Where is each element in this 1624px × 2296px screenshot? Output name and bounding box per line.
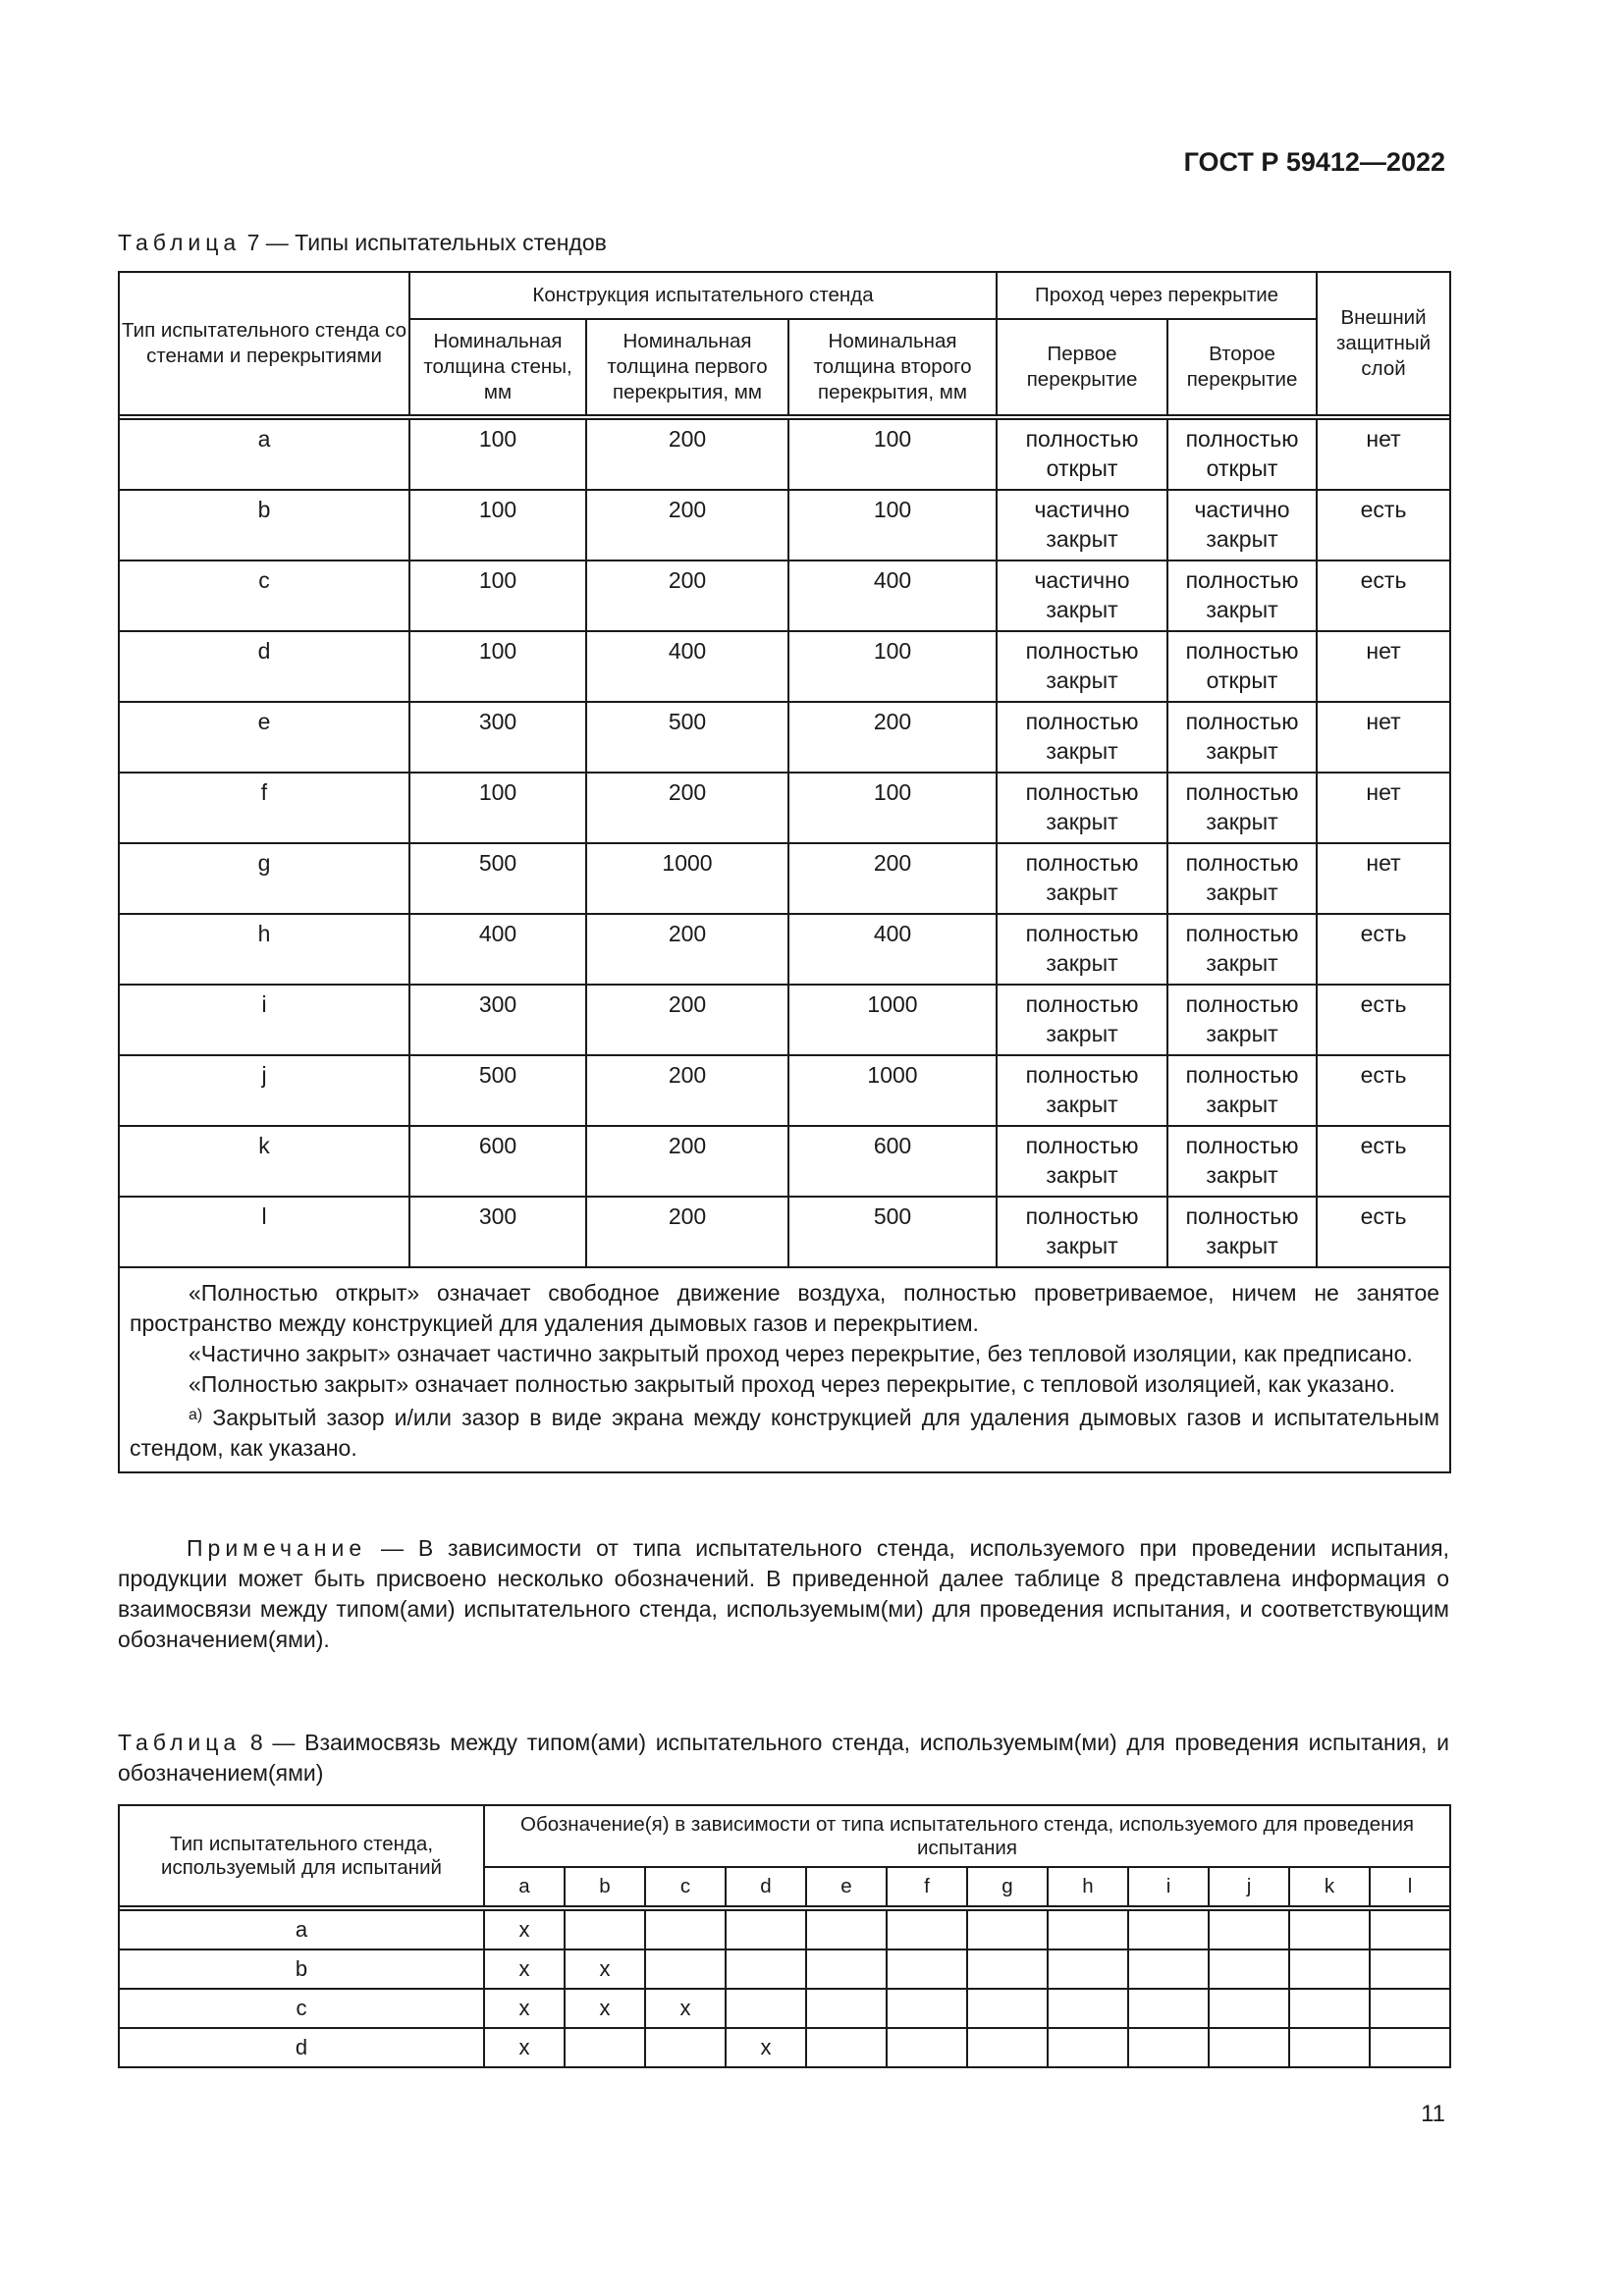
cell-first: полностью закрыт: [997, 631, 1167, 702]
cell-mark: x: [484, 2028, 565, 2067]
cell-type: a: [119, 1910, 484, 1949]
cell-mark: [1048, 1989, 1128, 2028]
cell-mark: x: [484, 1910, 565, 1949]
cell-type: b: [119, 1949, 484, 1989]
header-passage: Проход через перекрытие: [997, 272, 1317, 319]
column-header: k: [1289, 1867, 1370, 1906]
table-row: [119, 2028, 1450, 2067]
table-row: [119, 490, 1450, 561]
note-label: Примечание: [187, 1535, 367, 1561]
cell-outer: нет: [1317, 843, 1450, 914]
column-header: d: [726, 1867, 806, 1906]
cell-mark: [1128, 2028, 1209, 2067]
header-outer-layer: Внешний защитный слой: [1317, 272, 1450, 415]
cell-floor1: 200: [586, 914, 788, 985]
cell-wall: 600: [409, 1126, 586, 1197]
cell-type: i: [119, 985, 409, 1055]
cell-floor1: 200: [586, 490, 788, 561]
table7-caption: [118, 228, 607, 258]
cell-second: полностью закрыт: [1167, 985, 1317, 1055]
cell-wall: 300: [409, 702, 586, 773]
cell-floor2: 100: [788, 631, 997, 702]
column-header: j: [1209, 1867, 1289, 1906]
table-row: [119, 773, 1450, 843]
table-row: [119, 914, 1450, 985]
cell-second: полностью открыт: [1167, 631, 1317, 702]
cell-floor2: 500: [788, 1197, 997, 1267]
cell-floor1: 1000: [586, 843, 788, 914]
cell-type: c: [119, 561, 409, 631]
cell-mark: [1209, 1910, 1289, 1949]
cell-wall: 500: [409, 843, 586, 914]
cell-mark: [1370, 1910, 1450, 1949]
cell-mark: [1370, 2028, 1450, 2067]
column-header: g: [967, 1867, 1048, 1906]
cell-second: полностью закрыт: [1167, 1126, 1317, 1197]
cell-mark: [645, 1910, 726, 1949]
header-second-floor: Второе перекрытие: [1167, 319, 1317, 415]
cell-type: b: [119, 490, 409, 561]
cell-outer: нет: [1317, 631, 1450, 702]
cell-mark: [806, 1949, 887, 1989]
cell-mark: [967, 1989, 1048, 2028]
table-row: [119, 843, 1450, 914]
table-row: [119, 1989, 1450, 2028]
column-header: e: [806, 1867, 887, 1906]
cell-mark: [1289, 1949, 1370, 1989]
cell-second: полностью закрыт: [1167, 773, 1317, 843]
cell-second: полностью закрыт: [1167, 843, 1317, 914]
cell-outer: есть: [1317, 1055, 1450, 1126]
cell-mark: x: [726, 2028, 806, 2067]
cell-floor1: 200: [586, 419, 788, 490]
cell-mark: [1048, 2028, 1128, 2067]
cell-wall: 100: [409, 773, 586, 843]
cell-wall: 100: [409, 490, 586, 561]
note-paragraph: [118, 1533, 1449, 1655]
cell-outer: есть: [1317, 1126, 1450, 1197]
cell-type: d: [119, 631, 409, 702]
cell-floor1: 200: [586, 1055, 788, 1126]
cell-type: h: [119, 914, 409, 985]
table-row: [119, 1197, 1450, 1267]
cell-outer: есть: [1317, 561, 1450, 631]
cell-mark: [1048, 1949, 1128, 1989]
note-fully-closed: «Полностью закрыт» означает полностью закрытый проход через перекрытие, с тепловой изоляцией, как указано.: [189, 1371, 1396, 1397]
table8-caption-text: 8 — Взаимосвязь между типом(ами) испытательного стенда, используемым(ми) для проведения испытания, и обозначением(ями): [118, 1730, 1450, 1786]
cell-wall: 300: [409, 1197, 586, 1267]
cell-mark: x: [565, 1989, 645, 2028]
table-row: [119, 985, 1450, 1055]
cell-mark: [1128, 1949, 1209, 1989]
table7-notes: [119, 1267, 1450, 1472]
cell-floor1: 400: [586, 631, 788, 702]
cell-mark: [645, 1949, 726, 1989]
cell-floor2: 200: [788, 843, 997, 914]
table8-caption-label: Таблица: [118, 1730, 242, 1755]
cell-second: полностью закрыт: [1167, 702, 1317, 773]
cell-mark: [1289, 1910, 1370, 1949]
cell-mark: [726, 1910, 806, 1949]
cell-floor1: 200: [586, 1126, 788, 1197]
note-text: — В зависимости от типа испытательного стенда, используемого при проведении испытания, продукции может быть присвоено несколько обозначений. В приведенной далее таблице 8 представлена информация о взаимосвязи между типом(ами) испытательного стенда, используемым(ми) для проведения испытания, и соответствующим обозначением(ями).: [118, 1535, 1450, 1652]
cell-first: полностью закрыт: [997, 773, 1167, 843]
cell-type: d: [119, 2028, 484, 2067]
cell-mark: [967, 2028, 1048, 2067]
column-header: i: [1128, 1867, 1209, 1906]
cell-mark: [1128, 1989, 1209, 2028]
table-row: [119, 1949, 1450, 1989]
cell-second: полностью открыт: [1167, 419, 1317, 490]
cell-mark: [1128, 1910, 1209, 1949]
cell-first: полностью закрыт: [997, 914, 1167, 985]
column-header: c: [645, 1867, 726, 1906]
table-row: [119, 419, 1450, 490]
table7-caption-label: Таблица: [118, 230, 242, 255]
cell-floor2: 100: [788, 490, 997, 561]
header-test-stand-type: Тип испытательного стенда, используемый для испытаний: [119, 1805, 484, 1906]
cell-floor1: 200: [586, 773, 788, 843]
cell-type: a: [119, 419, 409, 490]
cell-mark: [1289, 2028, 1370, 2067]
cell-floor1: 200: [586, 985, 788, 1055]
cell-mark: [1370, 1949, 1450, 1989]
cell-type: j: [119, 1055, 409, 1126]
cell-mark: [565, 1910, 645, 1949]
header-floor2: Номинальная толщина второго перекрытия, мм: [788, 319, 997, 415]
cell-mark: x: [565, 1949, 645, 1989]
cell-wall: 100: [409, 561, 586, 631]
cell-mark: [967, 1910, 1048, 1949]
cell-type: f: [119, 773, 409, 843]
table-row: [119, 561, 1450, 631]
cell-second: полностью закрыт: [1167, 914, 1317, 985]
page-number: 11: [1421, 2101, 1445, 2127]
column-header: f: [887, 1867, 967, 1906]
note-partially-closed: «Частично закрыт» означает частично закрытый проход через перекрытие, без тепловой изоляции, как предписано.: [189, 1341, 1413, 1366]
cell-mark: [1289, 1989, 1370, 2028]
header-construction: Конструкция испытательного стенда: [409, 272, 997, 319]
header-floor1: Номинальная толщина первого перекрытия, мм: [586, 319, 788, 415]
cell-outer: нет: [1317, 419, 1450, 490]
cell-second: полностью закрыт: [1167, 561, 1317, 631]
table7-caption-text: 7 — Типы испытательных стендов: [246, 230, 607, 255]
cell-mark: x: [484, 1949, 565, 1989]
cell-type: e: [119, 702, 409, 773]
cell-mark: [726, 1949, 806, 1989]
table8: [118, 1804, 1451, 2068]
cell-first: частично закрыт: [997, 561, 1167, 631]
cell-wall: 300: [409, 985, 586, 1055]
header-designation: Обозначение(я) в зависимости от типа испытательного стенда, используемого для проведения испытания: [484, 1805, 1450, 1867]
cell-mark: [887, 1989, 967, 2028]
cell-outer: есть: [1317, 914, 1450, 985]
column-header: b: [565, 1867, 645, 1906]
cell-mark: [645, 2028, 726, 2067]
table-row: [119, 1910, 1450, 1949]
cell-floor2: 1000: [788, 1055, 997, 1126]
column-header: a: [484, 1867, 565, 1906]
cell-outer: есть: [1317, 1197, 1450, 1267]
cell-mark: [1209, 1949, 1289, 1989]
header-wall: Номинальная толщина стены, мм: [409, 319, 586, 415]
cell-first: полностью закрыт: [997, 1055, 1167, 1126]
cell-floor2: 400: [788, 914, 997, 985]
cell-first: полностью закрыт: [997, 1126, 1167, 1197]
cell-first: полностью закрыт: [997, 1197, 1167, 1267]
cell-floor1: 200: [586, 561, 788, 631]
cell-second: полностью закрыт: [1167, 1197, 1317, 1267]
cell-mark: [1209, 2028, 1289, 2067]
cell-floor2: 200: [788, 702, 997, 773]
cell-mark: [1370, 1989, 1450, 2028]
note-fully-open: «Полностью открыт» означает свободное движение воздуха, полностью проветриваемое, ничем не занятое пространство между конструкцией для удаления дымовых газов и перекрытием.: [130, 1280, 1440, 1336]
cell-mark: [887, 2028, 967, 2067]
table8-body: [119, 1906, 1450, 2067]
cell-type: g: [119, 843, 409, 914]
cell-floor2: 100: [788, 419, 997, 490]
cell-first: частично закрыт: [997, 490, 1167, 561]
cell-first: полностью открыт: [997, 419, 1167, 490]
cell-outer: есть: [1317, 985, 1450, 1055]
cell-outer: нет: [1317, 702, 1450, 773]
cell-mark: [806, 2028, 887, 2067]
table-row: [119, 1126, 1450, 1197]
header-first-floor: Первое перекрытие: [997, 319, 1167, 415]
cell-wall: 400: [409, 914, 586, 985]
footnote: [130, 1400, 1439, 1464]
cell-mark: x: [484, 1989, 565, 2028]
table-row: [119, 631, 1450, 702]
table-row: [119, 1055, 1450, 1126]
header-type: Тип испытательного стенда со стенами и перекрытиями: [119, 272, 409, 415]
cell-mark: x: [645, 1989, 726, 2028]
table7: [118, 271, 1451, 1473]
cell-mark: [1048, 1910, 1128, 1949]
footnote-mark: а): [189, 1407, 203, 1423]
cell-mark: [887, 1910, 967, 1949]
cell-mark: [887, 1949, 967, 1989]
cell-floor1: 500: [586, 702, 788, 773]
table8-caption: [118, 1728, 1449, 1789]
cell-mark: [967, 1949, 1048, 1989]
cell-first: полностью закрыт: [997, 985, 1167, 1055]
cell-mark: [806, 1910, 887, 1949]
cell-floor1: 200: [586, 1197, 788, 1267]
cell-first: полностью закрыт: [997, 702, 1167, 773]
column-header: h: [1048, 1867, 1128, 1906]
cell-mark: [565, 2028, 645, 2067]
cell-mark: [1209, 1989, 1289, 2028]
table7-body: [119, 415, 1450, 1472]
cell-first: полностью закрыт: [997, 843, 1167, 914]
footnote-text: Закрытый зазор и/или зазор в виде экрана между конструкцией для удаления дымовых газов и испытательным стендом, как указано.: [130, 1405, 1440, 1461]
cell-wall: 100: [409, 631, 586, 702]
cell-type: l: [119, 1197, 409, 1267]
cell-second: полностью закрыт: [1167, 1055, 1317, 1126]
cell-floor2: 1000: [788, 985, 997, 1055]
table-row: [119, 702, 1450, 773]
cell-outer: нет: [1317, 773, 1450, 843]
cell-type: c: [119, 1989, 484, 2028]
cell-outer: есть: [1317, 490, 1450, 561]
cell-wall: 500: [409, 1055, 586, 1126]
cell-mark: [806, 1989, 887, 2028]
cell-floor2: 400: [788, 561, 997, 631]
cell-floor2: 600: [788, 1126, 997, 1197]
cell-mark: [726, 1989, 806, 2028]
cell-floor2: 100: [788, 773, 997, 843]
cell-type: k: [119, 1126, 409, 1197]
document-id: ГОСТ Р 59412—2022: [1183, 147, 1445, 177]
cell-second: частично закрыт: [1167, 490, 1317, 561]
column-header: l: [1370, 1867, 1450, 1906]
cell-wall: 100: [409, 419, 586, 490]
